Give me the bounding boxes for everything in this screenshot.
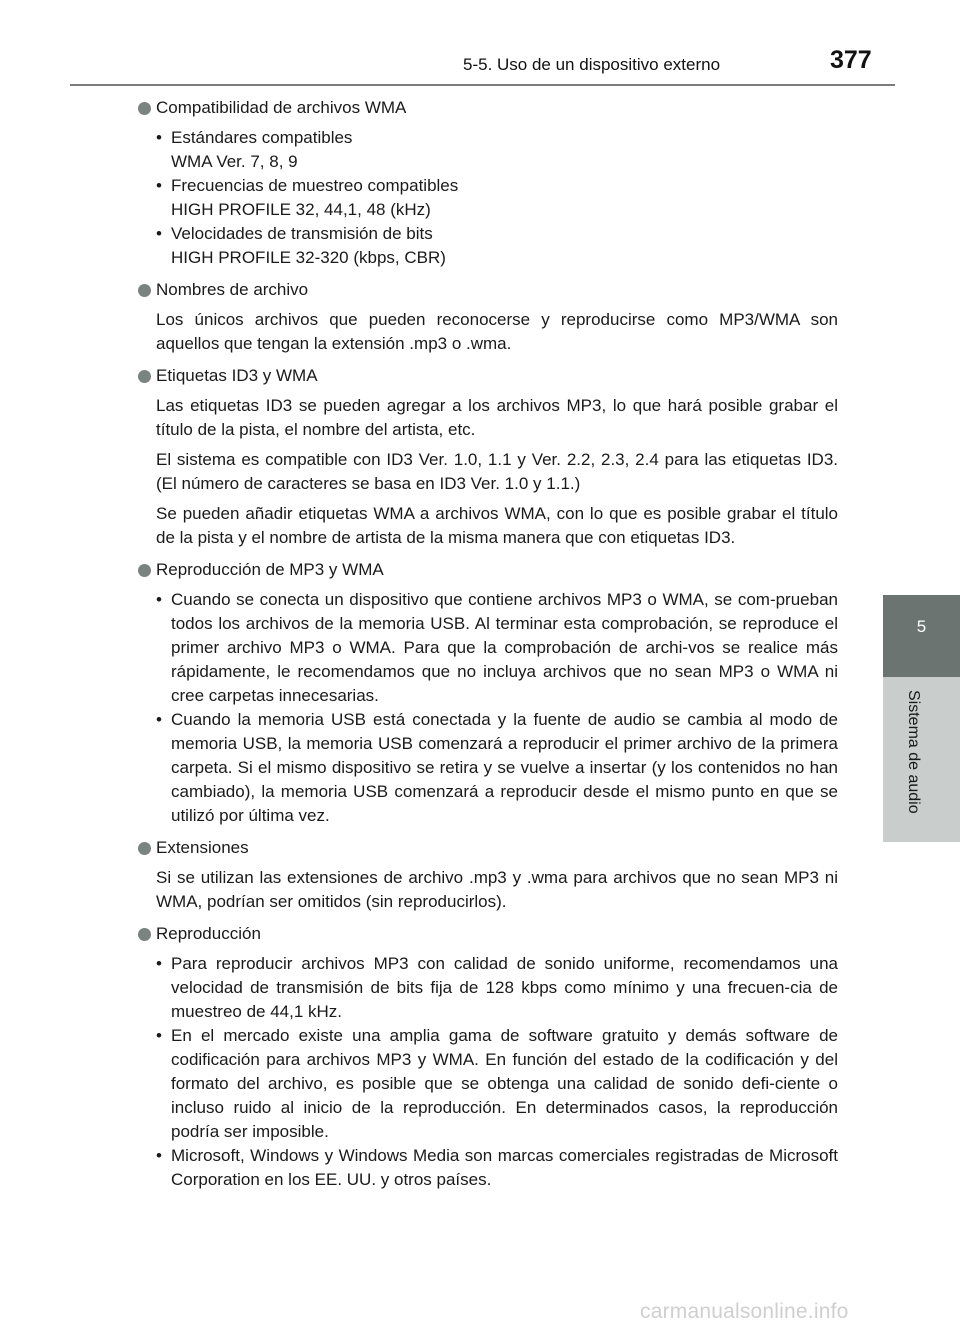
chapter-tab: [883, 595, 960, 677]
list-item: [156, 222, 838, 270]
item-value: HIGH PROFILE 32-320 (kbps, CBR): [171, 248, 446, 267]
item-title: • Estándares compatibles: [171, 128, 353, 147]
item-title: • Velocidades de transmisión de bits: [171, 224, 433, 243]
section-heading: [138, 96, 838, 120]
list-item: [156, 126, 838, 174]
bullet-dot-icon: [138, 102, 151, 115]
section-heading: [138, 278, 838, 302]
heading-text: Extensiones: [156, 838, 249, 857]
paragraph: Los únicos archivos que pueden reconocerse y reproducirse como MP3/WMA son aquellos que tengan la extensión .mp3 o .wma.: [156, 310, 838, 353]
page-number: 377: [830, 46, 872, 74]
list-item: • Microsoft, Windows y Windows Media son marcas comerciales registradas de Microsoft Corporation en los EE. UU. y otros países.: [156, 1144, 838, 1192]
header-divider: [70, 84, 895, 86]
section-heading: [138, 836, 838, 860]
item-value: WMA Ver. 7, 8, 9: [171, 152, 298, 171]
bullet-dot-icon: [138, 370, 151, 383]
heading-text: Reproducción de MP3 y WMA: [156, 560, 384, 579]
section-heading: [138, 922, 838, 946]
bullet-dot-icon: [138, 564, 151, 577]
page-content: [138, 96, 838, 1192]
chapter-number: 5: [916, 617, 927, 636]
heading-text: Compatibilidad de archivos WMA: [156, 98, 407, 117]
list-item: • Cuando se conecta un dispositivo que contiene archivos MP3 o WMA, se com-prueban todos los archivos de la memoria USB. Al terminar esta comprobación, se reproduce el primer archivo MP3 o WMA. Para que la comprobación de archi-vos se realice más rápidamente, le recomendamos que no incluya archivos que no sean MP3 o WMA ni cree carpetas innecesarias.: [156, 588, 838, 708]
heading-text: Reproducción: [156, 924, 261, 943]
heading-text: Etiquetas ID3 y WMA: [156, 366, 318, 385]
list-item: • Cuando la memoria USB está conectada y la fuente de audio se cambia al modo de memoria USB, la memoria USB comenzará a reproducir el primer archivo de la primera carpeta. Si el mismo dispositivo se retira y se vuelve a insertar (y los contenidos no han cambiado), la memoria USB comenzará a reproducir desde el mismo punto en que se utilizó por última vez.: [156, 708, 838, 828]
list-item: • Para reproducir archivos MP3 con calidad de sonido uniforme, recomendamos una velocidad de transmisión de bits fija de 128 kbps como mínimo y una frecuen-cia de muestreo de 44,1 kHz.: [156, 952, 838, 1024]
heading-text: Nombres de archivo: [156, 280, 309, 299]
list-item: [156, 174, 838, 222]
bullet-list: [156, 952, 838, 1192]
item-title: • Frecuencias de muestreo compatibles: [171, 176, 459, 195]
section-heading: [138, 558, 838, 582]
paragraph: Las etiquetas ID3 se pueden agregar a los archivos MP3, lo que hará posible grabar el título de la pista, el nombre del artista, etc.: [156, 396, 838, 439]
bullet-list: [156, 588, 838, 828]
section-heading: [138, 364, 838, 388]
watermark: carmanualsonline.info: [640, 1300, 849, 1323]
page-header: [0, 0, 960, 90]
list-item: • En el mercado existe una amplia gama de software gratuito y demás software de codificación para archivos MP3 y WMA. En función del estado de la codificación y del formato del archivo, es posible que se obtenga una calidad de sonido defi-ciente o incluso ruido al inicio de la reproducción. En determinados casos, la reproducción podría ser imposible.: [156, 1024, 838, 1144]
item-value: HIGH PROFILE 32, 44,1, 48 (kHz): [171, 200, 431, 219]
paragraph: Se pueden añadir etiquetas WMA a archivos WMA, con lo que es posible grabar el título de la pista y el nombre de artista de la misma manera que con etiquetas ID3.: [156, 504, 838, 547]
section-title: 5-5. Uso de un dispositivo externo: [463, 55, 721, 74]
bullet-list: [156, 126, 838, 270]
bullet-dot-icon: [138, 928, 151, 941]
bullet-dot-icon: [138, 842, 151, 855]
chapter-label: Sistema de audio: [905, 690, 922, 814]
paragraph: Si se utilizan las extensiones de archivo .mp3 y .wma para archivos que no sean MP3 ni WMA, podrían ser omitidos (sin reproducirlos).: [156, 868, 838, 911]
paragraph: El sistema es compatible con ID3 Ver. 1.0, 1.1 y Ver. 2.2, 2.3, 2.4 para las etiquetas ID3. (El número de caracteres se basa en ID3 Ver. 1.0 y 1.1.): [156, 450, 838, 493]
bullet-dot-icon: [138, 284, 151, 297]
